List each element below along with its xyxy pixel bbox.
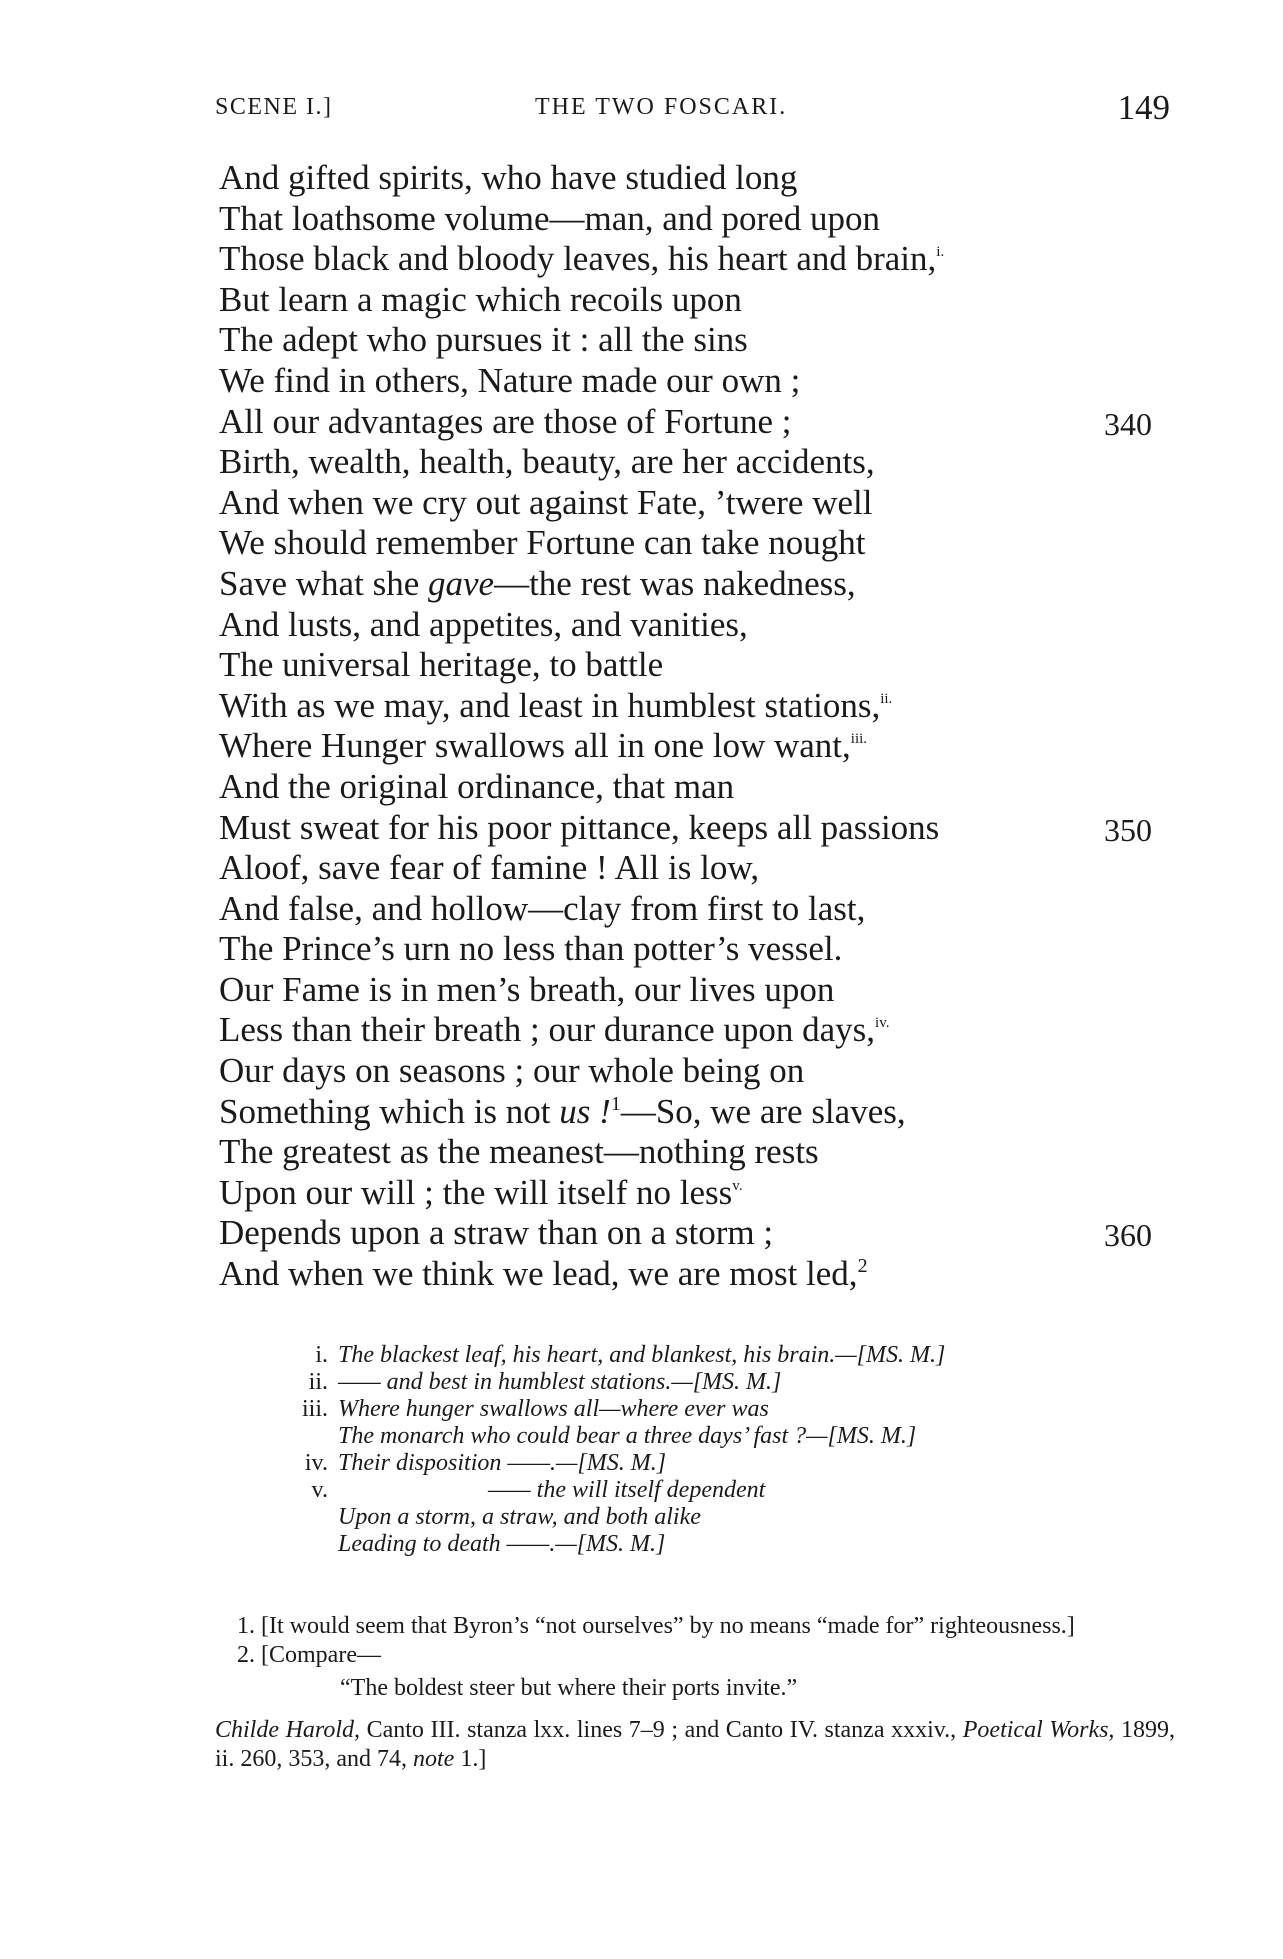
variant-marker: i. [936, 244, 945, 261]
verse-line [219, 1092, 1179, 1133]
variant-reading [268, 1369, 1178, 1396]
variant-text: Upon a storm, a straw, and both alike [338, 1504, 701, 1530]
verse-text: The adept who pursues it : all the sins [219, 320, 748, 360]
verse-text: And gifted spirits, who have studied long [219, 158, 798, 197]
verse-line [219, 1173, 1179, 1214]
verse-text: Birth, wealth, health, beauty, are her accidents, [219, 442, 875, 482]
variant-reading [268, 1504, 1178, 1531]
verse-text: Save what she [219, 563, 428, 603]
attrib-note-word: note [413, 1746, 455, 1772]
variant-label: i. [315, 1342, 328, 1368]
verse-text: And lusts, and appetites, and vanities, [219, 604, 748, 644]
variant-label: v. [311, 1477, 328, 1503]
attrib-text-1: Canto III. stanza lxx. lines 7–9 ; and Canto IV. stanza xxxiv., [360, 1717, 963, 1743]
attrib-text-3: 1.] [454, 1746, 487, 1772]
verse-text: With as we may, and least in humblest stations, [219, 685, 881, 725]
verse-text: Our days on seasons ; our whole being on [219, 1051, 805, 1091]
line-number: 360 [1104, 1217, 1152, 1254]
variant-text: —— and best in humblest stations.—[MS. M.] [338, 1369, 782, 1395]
verse-line [219, 605, 1179, 646]
variant-reading [268, 1531, 1178, 1558]
play-title: THE TWO FOSCARI. [535, 94, 788, 120]
page-number: 149 [1117, 88, 1170, 127]
verse-text: And when we cry out against Fate, ’twere well [219, 482, 873, 522]
verse-line [219, 645, 1179, 686]
variant-marker: v. [732, 1177, 743, 1194]
verse-line [219, 1051, 1179, 1092]
verse-line [219, 889, 1179, 930]
variant-reading [268, 1450, 1178, 1477]
footnote-1: 1. [It would seem that Byron’s “not ourselves” by no means “made for” righteousness.] [237, 1613, 1075, 1639]
verse-line [219, 1010, 1179, 1051]
verse-text: That loathsome volume—man, and pored upon [219, 198, 880, 238]
verse-line [219, 158, 1179, 199]
verse-line [219, 686, 1179, 727]
verse-line [219, 199, 1179, 240]
verse-text: And false, and hollow—clay from first to last, [219, 888, 866, 928]
variant-text: The monarch who could bear a three days’ fast ?—[MS. M.] [338, 1423, 917, 1449]
verse-text: We should remember Fortune can take nought [219, 523, 866, 563]
footnote-quote: “The boldest steer but where their ports invite.” [340, 1675, 798, 1701]
verse-line [219, 564, 1179, 605]
verse-line [219, 280, 1179, 321]
verse-line [219, 929, 1179, 970]
variant-text: The blackest leaf, his heart, and blankest, his brain.—[MS. M.] [338, 1342, 946, 1368]
verse-text: Must sweat for his poor pittance, keeps all passions [219, 807, 940, 847]
verse-line [219, 239, 1179, 280]
verse-line [219, 483, 1179, 524]
verse-text: Where Hunger swallows all in one low want, [219, 726, 851, 766]
line-number: 350 [1104, 811, 1152, 848]
verse-line [219, 523, 1179, 564]
verse-line [219, 970, 1179, 1011]
verse-line [219, 361, 1179, 402]
scene-label: SCENE I.] [215, 94, 333, 120]
variant-readings [268, 1342, 1178, 1558]
verse-text: All our advantages are those of Fortune ; [219, 401, 792, 441]
variant-text: —— the will itself dependent [488, 1477, 766, 1503]
variant-marker: ii. [880, 690, 893, 707]
verse-text: The Prince’s urn no less than potter’s vessel. [219, 929, 843, 969]
variant-reading [268, 1342, 1178, 1369]
verse-text: And the original ordinance, that man [219, 766, 735, 806]
variant-marker: iii. [850, 731, 868, 748]
variant-label: iv. [304, 1450, 328, 1476]
verse-text: —So, we are slaves, [620, 1091, 906, 1131]
verse-text: Less than their breath ; our durance upon days, [219, 1010, 876, 1050]
verse-text: Upon our will ; the will itself no less [219, 1172, 733, 1212]
verse-text: We find in others, Nature made our own ; [219, 360, 801, 400]
footnotes [215, 1612, 1175, 1774]
verse-text: Aloof, save fear of famine ! All is low, [219, 848, 760, 888]
attrib-text-2: 1899, ii. 260, 353, and 74, [215, 1717, 1176, 1772]
line-number: 340 [1104, 405, 1152, 442]
verse-text: The greatest as the meanest—nothing rests [219, 1132, 819, 1172]
verse-text: —the rest was nakedness, [494, 563, 856, 603]
verse-block [219, 158, 1179, 1295]
footnote-marker: 2 [857, 1255, 868, 1278]
variant-marker: iv. [875, 1015, 890, 1032]
verse-italic: gave [427, 563, 495, 603]
variant-label: iii. [301, 1396, 328, 1422]
verse-text: The universal heritage, to battle [219, 645, 664, 685]
verse-text: Depends upon a straw than on a storm ; [219, 1213, 774, 1253]
running-header [215, 88, 1170, 128]
variant-reading [268, 1477, 1178, 1504]
variant-text: Where hunger swallows all—where ever was [338, 1396, 769, 1422]
attrib-work-2: Poetical Works, [962, 1717, 1115, 1743]
verse-text: Those black and bloody leaves, his heart and brain, [219, 239, 937, 279]
verse-text: Something which is not [219, 1091, 560, 1131]
verse-line [219, 726, 1179, 767]
verse-line [219, 808, 1179, 849]
verse-line [219, 1213, 1179, 1254]
variant-reading [268, 1396, 1178, 1423]
attrib-work-1: Childe Harold, [215, 1717, 361, 1743]
verse-line [219, 320, 1179, 361]
footnote-2: 2. [Compare— [237, 1642, 381, 1668]
verse-italic: us ! [559, 1091, 611, 1131]
verse-line [219, 848, 1179, 889]
verse-line [219, 442, 1179, 483]
footnote-attribution [215, 1716, 1175, 1774]
verse-text: But learn a magic which recoils upon [219, 279, 742, 319]
verse-line [219, 767, 1179, 808]
verse-line [219, 1254, 1179, 1295]
verse-text: Our Fame is in men’s breath, our lives upon [219, 969, 835, 1009]
verse-line [219, 402, 1179, 443]
verse-text: And when we think we lead, we are most led, [219, 1254, 858, 1294]
verse-line [219, 1132, 1179, 1173]
variant-text: Their disposition ——.—[MS. M.] [338, 1450, 667, 1476]
footnote-marker: 1 [610, 1092, 621, 1115]
variant-label: ii. [308, 1369, 328, 1395]
variant-reading [268, 1423, 1178, 1450]
variant-text: Leading to death ——.—[MS. M.] [338, 1531, 666, 1557]
